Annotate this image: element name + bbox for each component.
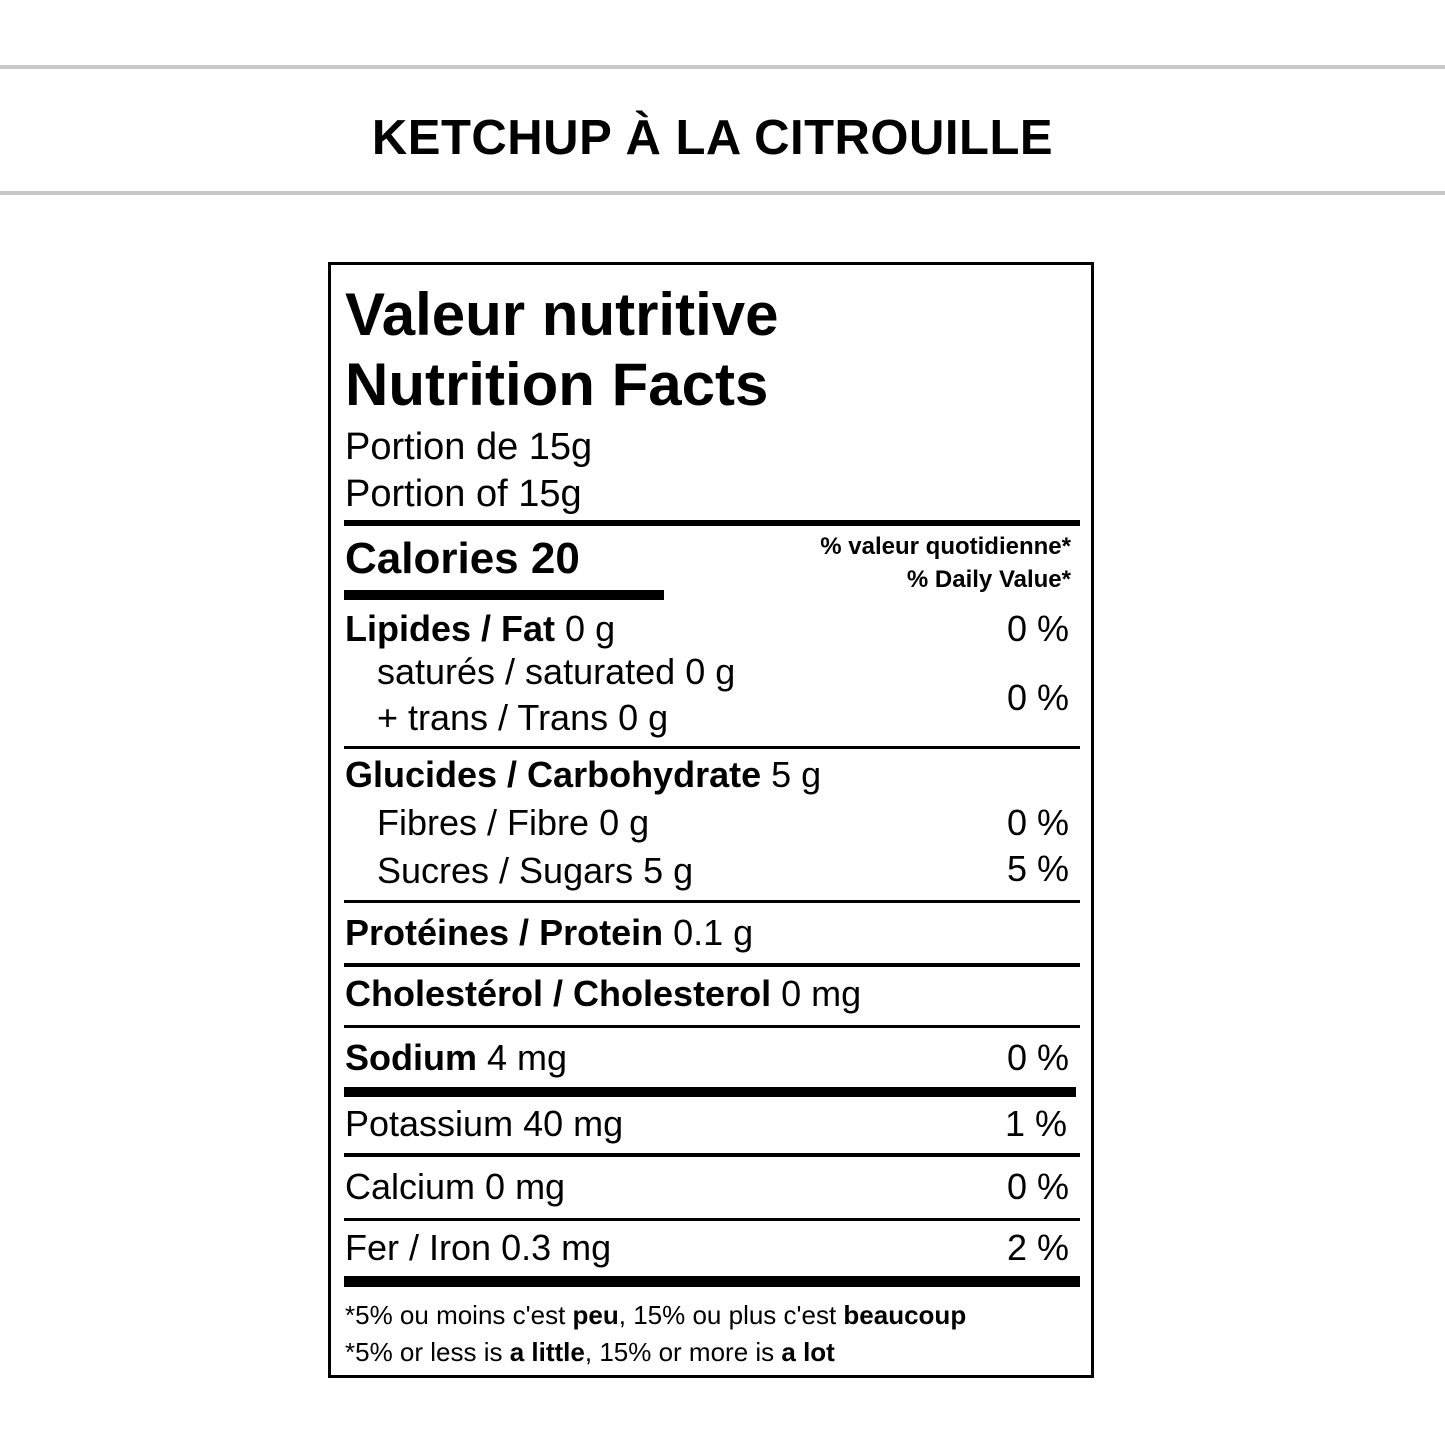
title-en: Nutrition Facts xyxy=(345,351,769,418)
divider xyxy=(344,1025,1080,1028)
trans-amount: 0 g xyxy=(618,697,669,738)
sat-trans-dv: 0 % xyxy=(1006,677,1069,718)
title-fr: Valeur nutritive xyxy=(345,281,779,348)
fat-dv: 0 % xyxy=(1006,608,1069,649)
footnote-fr xyxy=(345,1297,966,1333)
trans-row xyxy=(377,697,668,739)
sodium-row xyxy=(345,1037,567,1079)
calories-label: Calories xyxy=(345,534,519,583)
divider xyxy=(344,900,1080,903)
sugars-row xyxy=(377,850,693,892)
footnote-fr-emph-high: beaucoup xyxy=(843,1300,967,1330)
fat-label: Lipides / Fat xyxy=(345,608,556,649)
serving-size-fr: Portion de 15g xyxy=(345,426,593,468)
calories xyxy=(345,533,580,585)
sodium-dv: 0 % xyxy=(1006,1037,1069,1078)
footnote-en-emph-low: a little xyxy=(509,1337,585,1367)
protein-row xyxy=(345,912,753,954)
saturated-amount: 0 g xyxy=(685,651,736,692)
sugars-dv: 5 % xyxy=(1006,848,1069,889)
thick-divider xyxy=(344,1276,1080,1287)
sugars-amount: 5 g xyxy=(643,850,694,891)
iron-label: Fer / Iron xyxy=(345,1227,492,1268)
divider xyxy=(344,1218,1080,1221)
calories-underline xyxy=(344,590,664,600)
nutrition-facts-table xyxy=(328,262,1094,1378)
calcium-label: Calcium xyxy=(345,1166,476,1207)
iron-row xyxy=(345,1227,611,1269)
sugars-label: Sucres / Sugars xyxy=(377,850,634,891)
trans-label: + trans / Trans xyxy=(377,697,609,738)
footnote-en xyxy=(345,1334,835,1370)
title-divider xyxy=(0,191,1445,195)
potassium-label: Potassium xyxy=(345,1103,514,1144)
footnote-en-emph-high: a lot xyxy=(781,1337,835,1367)
serving-size-en: Portion of 15g xyxy=(345,473,582,515)
dv-header-en: % Daily Value* xyxy=(906,566,1071,593)
footnote-en-text: *5% or less is xyxy=(345,1337,510,1367)
carb-label: Glucides / Carbohydrate xyxy=(345,754,762,795)
calcium-dv: 0 % xyxy=(1006,1166,1069,1207)
thick-divider xyxy=(344,1087,1076,1097)
calcium-amount: 0 mg xyxy=(485,1166,566,1207)
footnote-en-text: , 15% or more is xyxy=(584,1337,782,1367)
iron-amount: 0.3 mg xyxy=(501,1227,612,1268)
dv-header-fr: % valeur quotidienne* xyxy=(820,533,1071,560)
cholesterol-amount: 0 mg xyxy=(781,973,862,1014)
divider xyxy=(344,746,1080,749)
product-title: KETCHUP À LA CITROUILLE xyxy=(371,111,1054,165)
potassium-row xyxy=(345,1103,623,1145)
sodium-amount: 4 mg xyxy=(487,1037,568,1078)
footnote-fr-text: *5% ou moins c'est xyxy=(345,1300,573,1330)
carb-amount: 5 g xyxy=(771,754,822,795)
footnote-fr-text: , 15% ou plus c'est xyxy=(618,1300,844,1330)
divider xyxy=(344,963,1080,967)
potassium-dv: 1 % xyxy=(1004,1103,1067,1144)
fat-row xyxy=(345,608,615,650)
saturated-label: saturés / saturated xyxy=(377,651,676,692)
cholesterol-row xyxy=(345,973,861,1015)
thick-divider xyxy=(344,520,1080,526)
protein-label: Protéines / Protein xyxy=(345,912,664,953)
divider xyxy=(344,1153,1080,1157)
iron-dv: 2 % xyxy=(1006,1227,1069,1268)
fibre-row xyxy=(377,802,649,844)
saturated-row xyxy=(377,651,735,693)
calcium-row xyxy=(345,1166,565,1208)
fibre-dv: 0 % xyxy=(1006,802,1069,843)
protein-amount: 0.1 g xyxy=(673,912,754,953)
footnote-fr-emph-low: peu xyxy=(572,1300,619,1330)
potassium-amount: 40 mg xyxy=(523,1103,624,1144)
carb-row xyxy=(345,754,821,796)
fibre-amount: 0 g xyxy=(599,802,650,843)
cholesterol-label: Cholestérol / Cholesterol xyxy=(345,973,772,1014)
fat-amount: 0 g xyxy=(565,608,616,649)
top-divider xyxy=(0,65,1445,69)
fibre-label: Fibres / Fibre xyxy=(377,802,590,843)
calories-value: 20 xyxy=(530,534,580,583)
sodium-label: Sodium xyxy=(345,1037,477,1078)
